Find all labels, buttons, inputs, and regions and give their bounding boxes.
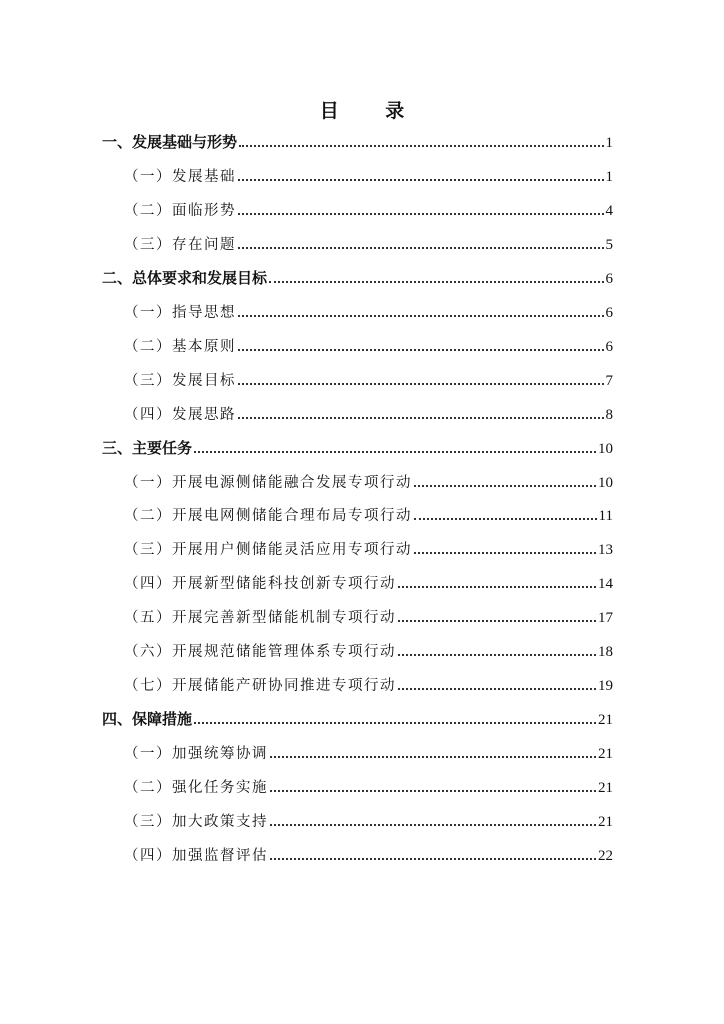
toc-dot-leader	[398, 586, 596, 588]
toc-subsection-entry[interactable]	[124, 162, 613, 186]
toc-entry-label: （五）开展完善新型储能机制专项行动	[124, 610, 396, 627]
toc-subsection-entry[interactable]	[124, 366, 613, 390]
toc-page-number: 10	[598, 474, 613, 491]
toc-dot-leader	[398, 688, 596, 690]
toc-subsection-entry[interactable]	[124, 807, 613, 831]
toc-page-number: 1	[605, 168, 613, 185]
toc-entry-label: （三）存在问题	[124, 236, 236, 253]
toc-page-number: 22	[598, 847, 613, 864]
toc-dot-leader	[398, 620, 596, 622]
toc-entry-label: （二）开展电网侧储能合理布局专项行动	[124, 508, 412, 525]
toc-entry-label: （一）开展电源侧储能融合发展专项行动	[124, 474, 412, 491]
toc-entry-label: （一）指导思想	[124, 304, 236, 321]
toc-section-entry[interactable]	[102, 705, 613, 729]
toc-dot-leader	[238, 247, 604, 249]
toc-entry-label: （二）面临形势	[124, 202, 236, 219]
toc-subsection-entry[interactable]	[124, 298, 613, 322]
toc-subsection-entry[interactable]	[124, 569, 613, 593]
toc-page-number: 13	[598, 542, 613, 559]
toc-dot-leader	[194, 451, 596, 453]
toc-subsection-entry[interactable]	[124, 671, 613, 695]
toc-dot-leader	[270, 756, 596, 758]
toc-page-number: 19	[598, 678, 613, 695]
toc-page-number: 8	[605, 406, 613, 423]
toc-subsection-entry[interactable]	[124, 332, 613, 356]
toc-subsection-entry[interactable]	[124, 773, 613, 797]
toc-dot-leader	[270, 858, 596, 860]
toc-dot-leader	[238, 349, 604, 351]
toc-page-number: 21	[598, 814, 613, 830]
toc-dot-leader	[270, 824, 596, 826]
toc-subsection-entry[interactable]	[124, 230, 613, 254]
toc-section-entry[interactable]	[102, 434, 613, 458]
toc-dot-leader	[269, 281, 603, 283]
toc-entry-label: （六）开展规范储能管理体系专项行动	[124, 644, 396, 661]
toc-subsection-entry[interactable]	[124, 603, 613, 627]
toc-page-number: 21	[598, 746, 613, 763]
toc-dot-leader	[414, 518, 597, 520]
toc-entry-label: （三）开展用户侧储能灵活应用专项行动	[124, 542, 412, 559]
toc-page-number: 6	[605, 338, 613, 355]
toc-subsection-entry[interactable]	[124, 739, 613, 763]
toc-page-number: 1	[605, 135, 613, 151]
toc-entry-label: 四、保障措施	[102, 710, 193, 729]
toc-page-number: 11	[598, 508, 613, 525]
toc-entry-label: 二、总体要求和发展目标	[102, 268, 268, 287]
toc-page-number: 14	[598, 576, 613, 593]
toc-entry-label: （三）发展目标	[124, 372, 236, 389]
toc-title: 目 录	[319, 100, 425, 122]
toc-dot-leader	[238, 179, 604, 181]
toc-section-entry[interactable]	[102, 128, 613, 152]
toc-page-number: 6	[605, 270, 613, 287]
toc-section-entry[interactable]	[102, 264, 613, 288]
toc-page-number: 10	[598, 440, 613, 457]
toc-subsection-entry[interactable]	[124, 400, 613, 424]
toc-entry-label: （四）加强监督评估	[124, 847, 268, 864]
toc-dot-leader	[238, 417, 604, 419]
toc-page-number: 17	[598, 610, 613, 627]
toc-dot-leader	[414, 552, 596, 554]
toc-subsection-entry[interactable]	[124, 841, 613, 865]
toc-subsection-entry[interactable]	[124, 196, 613, 220]
toc-entry-label: （七）开展储能产研协同推进专项行动	[124, 678, 396, 695]
toc-entry-label: 一、发展基础与形势	[102, 133, 238, 151]
toc-subsection-entry[interactable]	[124, 501, 613, 525]
toc-dot-leader	[414, 485, 596, 487]
toc-page-number: 6	[605, 304, 613, 321]
toc-dot-leader	[238, 383, 604, 385]
toc-dot-leader	[239, 145, 603, 147]
toc-page-number: 18	[598, 644, 613, 661]
toc-entry-label: （二）基本原则	[124, 338, 236, 355]
toc-subsection-entry[interactable]	[124, 468, 613, 492]
toc-page-number: 4	[605, 202, 613, 219]
toc-entry-label: 三、主要任务	[102, 438, 193, 457]
toc-dot-leader	[238, 213, 604, 215]
toc-dot-leader	[270, 790, 596, 792]
toc-entry-label: （二）强化任务实施	[124, 780, 268, 797]
toc-page-number: 5	[605, 236, 613, 253]
toc-entry-label: （三）加大政策支持	[124, 814, 268, 830]
toc-subsection-entry[interactable]	[124, 535, 613, 559]
toc-page-number: 21	[598, 780, 613, 797]
toc-page-number: 7	[605, 372, 613, 389]
toc-dot-leader	[398, 654, 596, 656]
toc-entry-label: （一）发展基础	[124, 168, 236, 185]
toc-page-number: 21	[598, 712, 613, 729]
toc-entry-label: （四）发展思路	[124, 406, 236, 423]
toc-dot-leader	[238, 315, 604, 317]
toc-dot-leader	[194, 722, 596, 724]
toc-subsection-entry[interactable]	[124, 637, 613, 661]
toc-entry-label: （一）加强统筹协调	[124, 746, 268, 763]
toc-entry-label: （四）开展新型储能科技创新专项行动	[124, 576, 396, 593]
